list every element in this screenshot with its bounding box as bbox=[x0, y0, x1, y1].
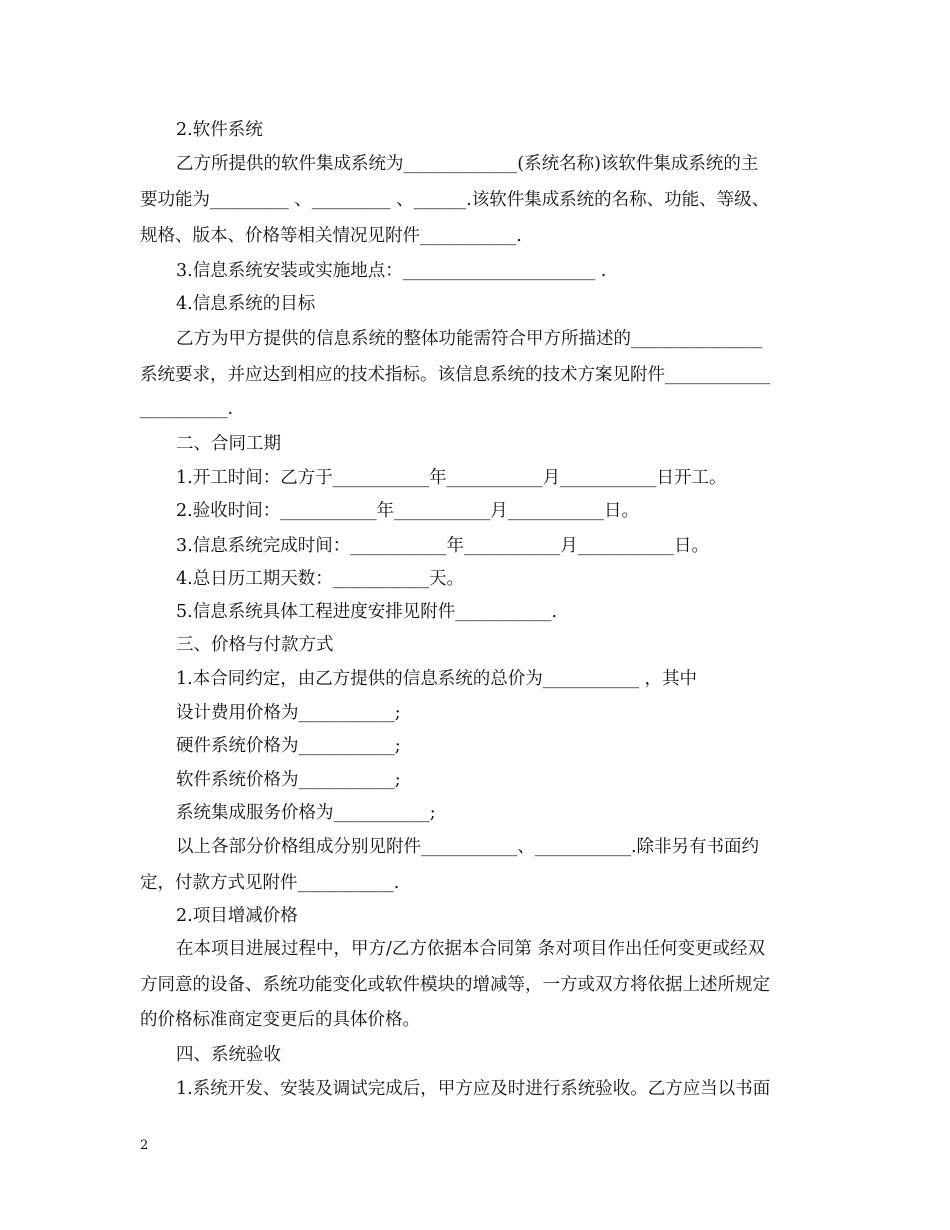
paragraph-line: 3.信息系统完成时间：___________年___________月___________日。 bbox=[176, 536, 709, 556]
page-number: 2 bbox=[140, 1138, 149, 1153]
paragraph-line: 系统要求，并应达到相应的技术指标。该信息系统的技术方案见附件____________ bbox=[140, 365, 770, 385]
paragraph-line: __________. bbox=[140, 399, 234, 419]
paragraph-line: 的价格标准商定变更后的具体价格。 bbox=[140, 1010, 420, 1030]
paragraph-line: 乙方为甲方提供的信息系统的整体功能需符合甲方所描述的_______________ bbox=[176, 329, 763, 349]
section-heading-contract-period: 二、合同工期 bbox=[176, 434, 281, 454]
paragraph-line: 5.信息系统具体工程进度安排见附件___________. bbox=[176, 602, 558, 622]
paragraph-line: 在本项目进展过程中，甲方/乙方依据本合同第 条对项目作出任何变更或经双 bbox=[176, 939, 765, 959]
paragraph-line: 硬件系统价格为___________; bbox=[176, 736, 401, 756]
paragraph-line: 乙方所提供的软件集成系统为_____________(系统名称)该软件集成系统的主 bbox=[176, 154, 759, 174]
paragraph-line: 以上各部分价格组成分别见附件___________、___________.除非另有书面约 bbox=[176, 837, 760, 857]
section-heading-software-system: 2.软件系统 bbox=[176, 120, 263, 140]
paragraph-line: 规格、版本、价格等相关情况见附件___________. bbox=[140, 226, 522, 246]
paragraph-line: 2.验收时间：___________年___________月___________日。 bbox=[176, 501, 639, 521]
paragraph-line: 系统集成服务价格为___________; bbox=[176, 803, 436, 823]
paragraph-line: 3.信息系统安装或实施地点：______________________ . bbox=[176, 261, 607, 281]
paragraph-line: 1.开工时间：乙方于___________年___________月___________日开工。 bbox=[176, 468, 727, 488]
paragraph-line: 设计费用价格为___________; bbox=[176, 703, 401, 723]
section-heading-system-goal: 4.信息系统的目标 bbox=[176, 294, 316, 314]
paragraph-line: 1.系统开发、安装及调试完成后，甲方应及时进行系统验收。乙方应当以书面 bbox=[176, 1079, 771, 1099]
paragraph-line: 4.总日历工期天数：___________天。 bbox=[176, 569, 464, 589]
paragraph-line: 定，付款方式见附件___________. bbox=[140, 873, 400, 893]
section-heading-price-adjustment: 2.项目增减价格 bbox=[176, 906, 298, 926]
paragraph-line: 要功能为_________ 、_________ 、______.该软件集成系统的名称、功能、等级、 bbox=[140, 190, 770, 210]
section-heading-system-acceptance: 四、系统验收 bbox=[176, 1045, 281, 1065]
paragraph-line: 方同意的设备、系统功能变化或软件模块的增减等，一方或双方将依据上述所规定 bbox=[140, 975, 770, 995]
paragraph-line: 软件系统价格为___________; bbox=[176, 770, 401, 790]
section-heading-price-payment: 三、价格与付款方式 bbox=[176, 635, 334, 655]
paragraph-line: 1.本合同约定，由乙方提供的信息系统的总价为___________ ，其中 bbox=[176, 669, 698, 689]
